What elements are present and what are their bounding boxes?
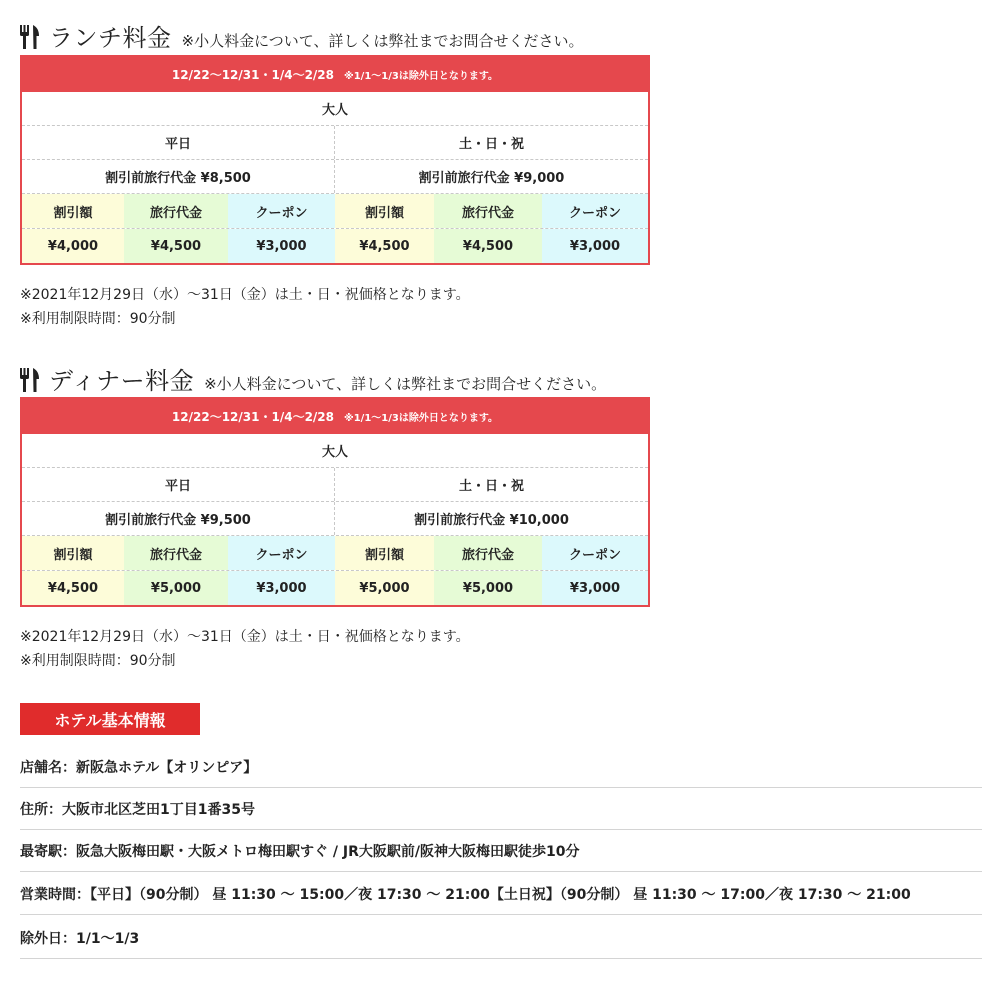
- hotel-info-badge: ホテル基本情報: [20, 703, 200, 735]
- lunch-note-time-limit: ※利用制限時間：90分制: [20, 311, 176, 327]
- dinner-table-header: [22, 399, 648, 434]
- lunch-price-table: [20, 55, 650, 265]
- lunch-table-header: [22, 57, 648, 92]
- dinner-col-discount: 割引額: [22, 536, 124, 570]
- fork-knife-icon: [20, 368, 40, 392]
- lunch-notes: [20, 283, 470, 331]
- lunch-weekday-label: 平日: [22, 126, 335, 159]
- lunch-col-coupon: クーポン: [228, 194, 335, 228]
- dinner-weekday-base-price: 割引前旅行代金 ¥9,500: [22, 502, 335, 535]
- hotel-hours-row: 営業時間：【平日】（90分制） 昼 11:30 〜 15:00／夜 17:30 〜 21:00【土日祝】（90分制） 昼 11:30 〜 17:00／夜 17:30 〜 21:00: [20, 873, 982, 915]
- dinner-col-price: 旅行代金: [124, 536, 228, 570]
- lunch-adult-label: 大人: [321, 103, 348, 118]
- dinner-val-price: ¥5,000: [124, 571, 228, 605]
- dinner-val-price: ¥5,000: [434, 571, 542, 605]
- dinner-weekday-label: 平日: [22, 468, 335, 501]
- lunch-header-dates: 12/22〜12/31・1/4〜2/28: [171, 68, 334, 82]
- dinner-header-exclusion: ※1/1〜1/3は除外日となります。: [344, 413, 499, 424]
- lunch-title: ランチ料金: [49, 24, 172, 52]
- lunch-child-note: ※小人料金について、詳しくは弊社までお問合せください。: [181, 32, 584, 50]
- lunch-weekend-base-price: 割引前旅行代金 ¥9,000: [418, 171, 565, 186]
- lunch-col-coupon: クーポン: [542, 194, 648, 228]
- dinner-col-coupon: クーポン: [542, 536, 648, 570]
- lunch-val-coupon: ¥3,000: [542, 229, 648, 263]
- dinner-section-title: [20, 361, 606, 396]
- hotel-exclusion-row: 除外日：1/1〜1/3: [20, 917, 982, 959]
- lunch-note-holiday: ※2021年12月29日（水）〜31日（金）は土・日・祝価格となります。: [20, 287, 470, 303]
- dinner-val-discount: ¥5,000: [335, 571, 434, 605]
- hotel-station-row: 最寄駅：阪急大阪梅田駅・大阪メトロ梅田駅すぐ / JR大阪駅前/阪神大阪梅田駅徒歩10分: [20, 830, 982, 872]
- lunch-val-price: ¥4,500: [124, 229, 228, 263]
- dinner-weekend-label: 土・日・祝: [458, 479, 524, 494]
- lunch-weekend-label: 土・日・祝: [458, 137, 524, 152]
- lunch-val-discount: ¥4,500: [335, 229, 434, 263]
- lunch-header-exclusion: ※1/1〜1/3は除外日となります。: [344, 71, 499, 82]
- hotel-address-row: 住所：大阪市北区芝田1丁目1番35号: [20, 788, 982, 830]
- dinner-notes: [20, 625, 470, 673]
- dinner-adult-label: 大人: [321, 445, 348, 460]
- lunch-weekday-base-price: 割引前旅行代金 ¥8,500: [22, 160, 335, 193]
- lunch-col-price: 旅行代金: [124, 194, 228, 228]
- hotel-name-row: 店舗名：新阪急ホテル【オリンピア】: [20, 746, 982, 788]
- dinner-price-table: [20, 397, 650, 607]
- lunch-col-discount: 割引額: [335, 194, 434, 228]
- dinner-child-note: ※小人料金について、詳しくは弊社までお問合せください。: [204, 375, 607, 393]
- dinner-col-coupon: クーポン: [228, 536, 335, 570]
- lunch-val-price: ¥4,500: [434, 229, 542, 263]
- dinner-title: ディナー料金: [49, 367, 195, 395]
- dinner-col-discount: 割引額: [335, 536, 434, 570]
- dinner-note-holiday: ※2021年12月29日（水）〜31日（金）は土・日・祝価格となります。: [20, 629, 470, 645]
- dinner-val-discount: ¥4,500: [22, 571, 124, 605]
- lunch-val-coupon: ¥3,000: [228, 229, 335, 263]
- fork-knife-icon: [20, 25, 40, 49]
- dinner-val-coupon: ¥3,000: [542, 571, 648, 605]
- lunch-section-title: [20, 18, 583, 53]
- dinner-header-dates: 12/22〜12/31・1/4〜2/28: [171, 410, 334, 424]
- dinner-weekend-base-price: 割引前旅行代金 ¥10,000: [414, 513, 569, 528]
- lunch-val-discount: ¥4,000: [22, 229, 124, 263]
- dinner-note-time-limit: ※利用制限時間：90分制: [20, 653, 176, 669]
- dinner-val-coupon: ¥3,000: [228, 571, 335, 605]
- dinner-col-price: 旅行代金: [434, 536, 542, 570]
- lunch-col-price: 旅行代金: [434, 194, 542, 228]
- lunch-col-discount: 割引額: [22, 194, 124, 228]
